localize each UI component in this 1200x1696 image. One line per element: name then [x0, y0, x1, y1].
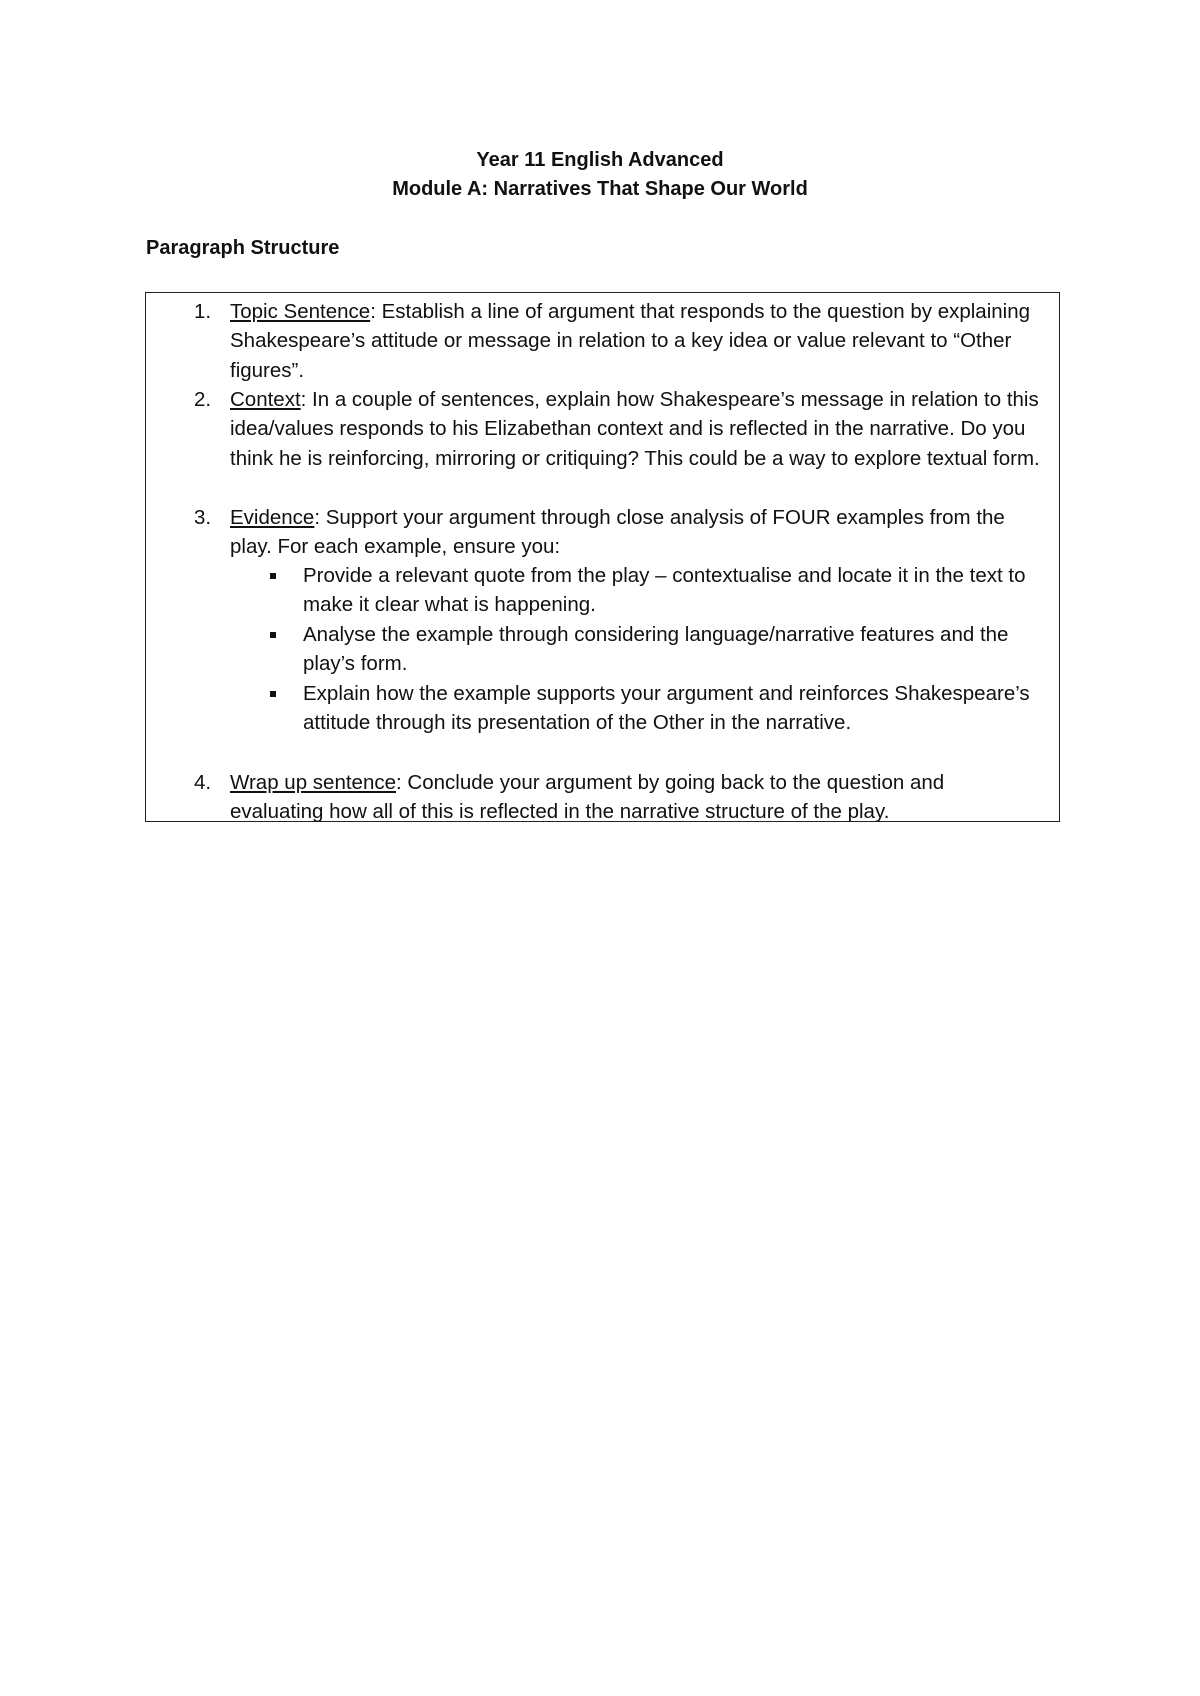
item-label: Topic Sentence — [230, 300, 371, 323]
item-text — [230, 768, 1040, 827]
document-title — [0, 146, 1200, 204]
item-text — [230, 297, 1040, 385]
item-body: : Establish a line of argument that responds to the question by explaining Shakespeare’s attitude or message in relation to a key idea or value relevant to “Other figures”. — [230, 300, 1031, 382]
title-line-2: Module A: Narratives That Shape Our World — [392, 178, 808, 200]
square-bullet-icon — [270, 691, 276, 697]
bullet-text: Provide a relevant quote from the play – contextualise and locate it in the text to make it clear what is happening. — [303, 564, 1026, 617]
item-label: Wrap up sentence — [230, 771, 397, 794]
paragraph-structure-box — [145, 292, 1060, 822]
item-body: : Support your argument through close analysis of FOUR examples from the play. For each example, ensure you: — [230, 506, 1005, 559]
square-bullet-icon — [270, 573, 276, 579]
item-text — [230, 385, 1040, 473]
item-number: 4. — [194, 771, 212, 794]
item-text — [230, 503, 1040, 562]
square-bullet-icon — [270, 632, 276, 638]
item-body: : In a couple of sentences, explain how Shakespeare’s message in relation to this idea/values responds to his Elizabethan context and is reflected in the narrative. Do you think he is reinforcing, mirroring or critiquing? This could be a way to explore textual form. — [230, 388, 1040, 470]
item-number: 1. — [194, 300, 212, 323]
title-line-1: Year 11 English Advanced — [476, 149, 724, 171]
item-body: : Conclude your argument by going back to the question and evaluating how all of this is reflected in the narrative structure of the play. — [230, 771, 945, 824]
bullet-text: Analyse the example through considering language/narrative features and the play’s form. — [303, 623, 1009, 676]
section-heading: Paragraph Structure — [146, 237, 340, 259]
item-label: Context — [230, 388, 301, 411]
item-label: Evidence — [230, 506, 315, 529]
item-number: 3. — [194, 506, 212, 529]
bullet-text: Explain how the example supports your argument and reinforces Shakespeare’s attitude through its presentation of the Other in the narrative. — [303, 682, 1030, 735]
item-number: 2. — [194, 388, 212, 411]
